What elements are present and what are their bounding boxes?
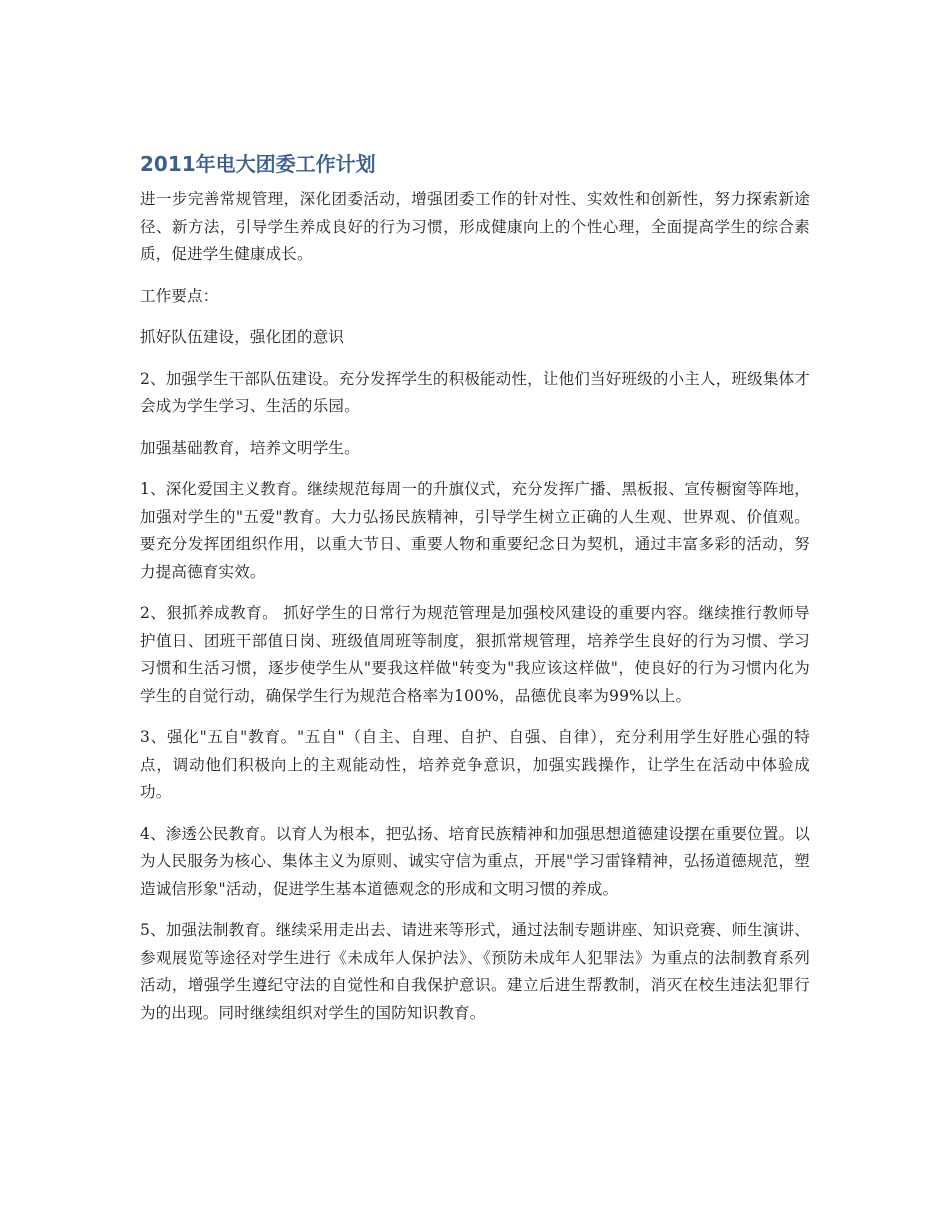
section-heading-basic-education: 加强基础教育，培养文明学生。 (140, 438, 360, 457)
item-student-cadre: 2、加强学生干部队伍建设。充分发挥学生的积极能动性，让他们当好班级的小主人，班级集体才会成为学生学习、生活的乐园。 (140, 369, 810, 415)
document-content (140, 148, 810, 1041)
item-civic-education: 4、渗透公民教育。以育人为根本，把弘扬、培育民族精神和加强思想道德建设摆在重要位置。以为人民服务为核心、集体主义为原则、诚实守信为重点，开展"学习雷锋精神，弘扬道德规范，塑造诚信形象"活动，促进学生基本道德观念的形成和文明习惯的养成。 (140, 824, 810, 898)
work-points-label: 工作要点： (140, 286, 219, 305)
section-heading-team-building: 抓好队伍建设，强化团的意识 (140, 328, 345, 346)
document-title: 2011年电大团委工作计划 (140, 152, 376, 176)
item-legal-education: 5、加强法制教育。继续采用走出去、请进来等形式，通过法制专题讲座、知识竞赛、师生演讲、参观展览等途径对学生进行《未成年人保护法》、《预防未成年人犯罪法》为重点的法制教育系列活动，增强学生遵纪守法的自觉性和自我保护意识。建立后进生帮教制，消灭在校生违法犯罪行为的出现。同时继续组织对学生的国防知识教育。 (140, 921, 810, 1022)
intro-paragraph: 进一步完善常规管理，深化团委活动，增强团委工作的针对性、实效性和创新性，努力探索新途径、新方法，引导学生养成良好的行为习惯，形成健康向上的个性心理，全面提高学生的综合素质，促进学生健康成长。 (140, 190, 810, 263)
item-habit-education: 2、狠抓养成教育。 抓好学生的日常行为规范管理是加强校风建设的重要内容。继续推行教师导护值日、团班干部值日岗、班级值周班等制度，狠抓常规管理，培养学生良好的行为习惯、学习习惯和生活习惯，逐步使学生从"要我这样做"转变为"我应该这样做"，使良好的行为习惯内化为学生的自觉行动，确保学生行为规范合格率为100%，品德优良率为99%以上。 (140, 604, 810, 705)
item-five-self-education: 3、强化"五自"教育。"五自"（自主、自理、自护、自强、自律），充分利用学生好胜心强的特点，调动他们积极向上的主观能动性，培养竞争意识，加强实践操作，让学生在活动中体验成功。 (140, 728, 810, 801)
item-patriotism-education: 1、深化爱国主义教育。继续规范每周一的升旗仪式，充分发挥广播、黑板报、宣传橱窗等阵地，加强对学生的"五爱"教育。大力弘扬民族精神，引导学生树立正确的人生观、世界观、价值观。要充分发挥团组织作用，以重大节日、重要人物和重要纪念日为契机，通过丰富多彩的活动，努力提高德育实效。 (140, 480, 810, 581)
